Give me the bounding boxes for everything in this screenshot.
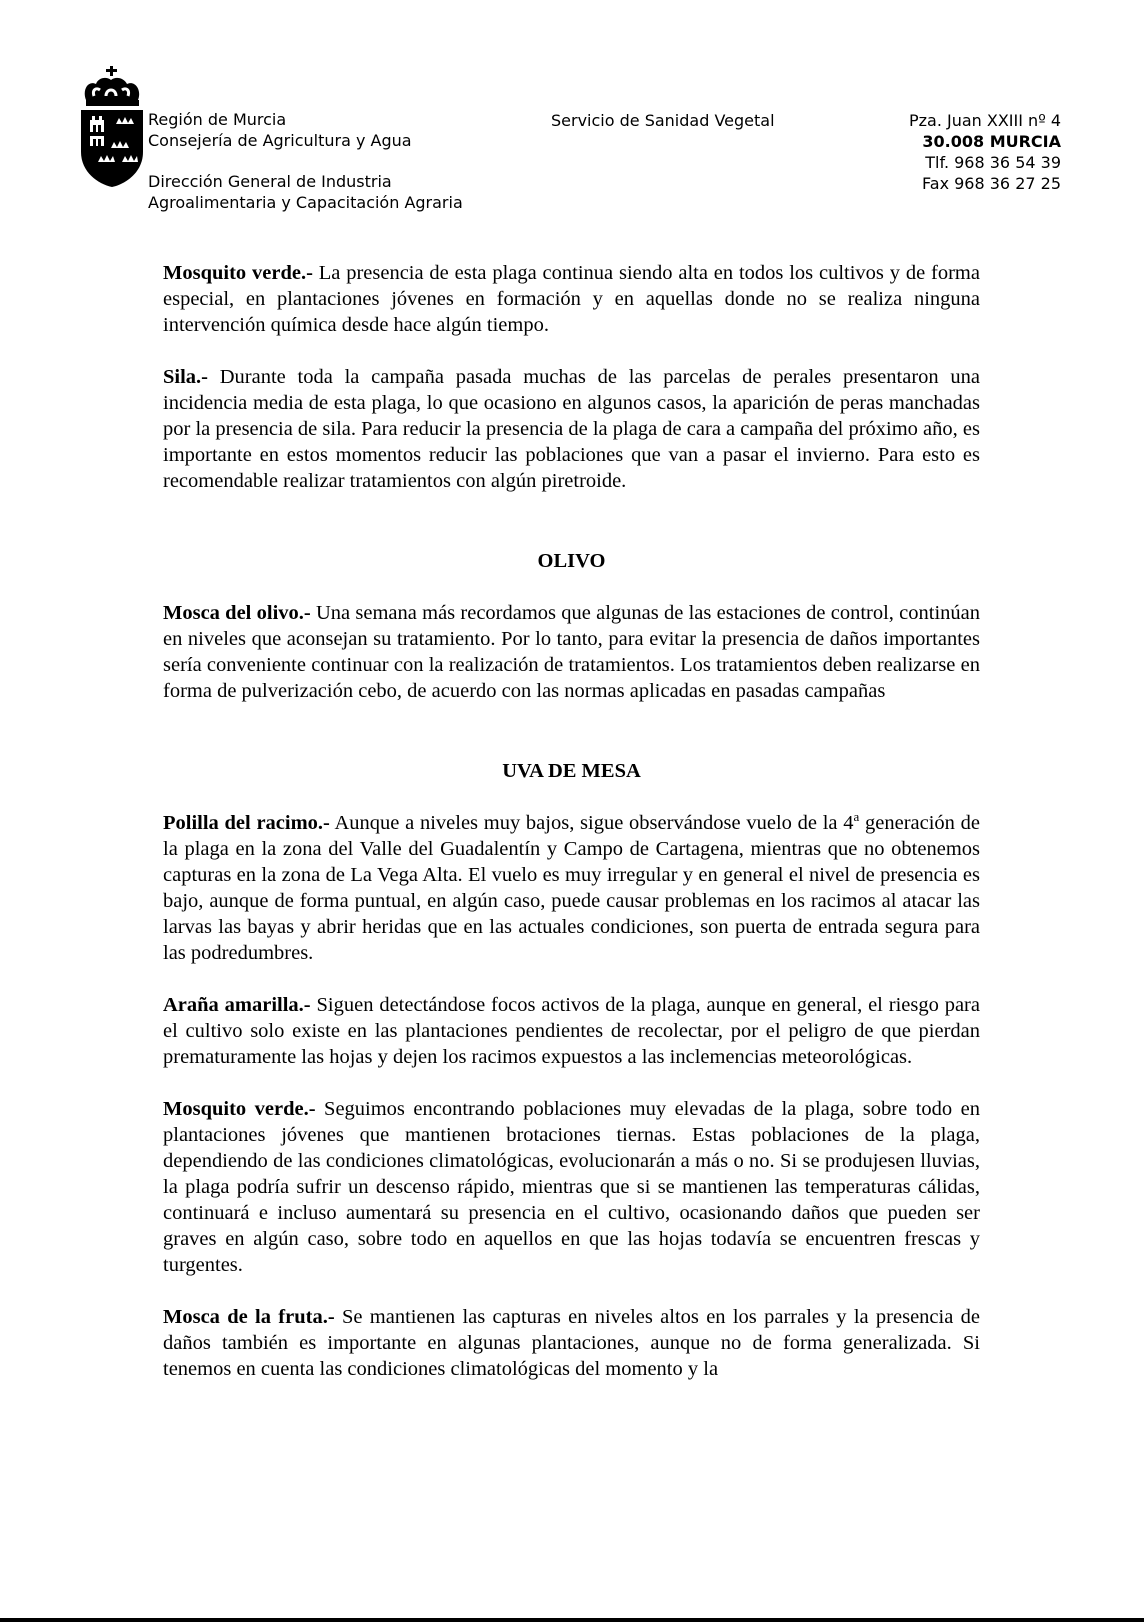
pest-title: Mosquito verde.- [163,1098,316,1120]
pest-title: Araña amarilla.- [163,994,311,1016]
paragraph-text: La presencia de esta plaga continua siendo alta en todos los cultivos y de forma especial, en plantaciones jóvenes en formación y en aquellas donde no se realiza ninguna intervención química desde hace algún tiempo. [163,262,980,336]
paragraph-text: Seguimos encontrando poblaciones muy elevadas de la plaga, sobre todo en plantaciones jóvenes que mantienen brotaciones tiernas. Estas poblaciones de la plaga, dependiendo de las condiciones climatológicas, evolucionarán a más o no. Si se produjesen lluvias, la plaga podría sufrir un descenso rápido, mientras que si se mantienen las temperaturas cálidas, continuará e incluso aumentará su presencia en el cultivo, ocasionando daños que pueden ser graves en algún caso, sobre todo en aquellos en que las hojas todavía se encuentren frescas y turgentes. [163,1098,980,1276]
paragraph-mosquito-verde [163,260,980,338]
pest-title: Mosca del olivo.- [163,602,311,624]
address-phone: Tlf. 968 36 54 39 [925,153,1061,172]
page-bottom-border [0,1618,1144,1622]
org-directorate-cont: Agroalimentaria y Capacitación Agraria [148,193,463,212]
org-ministry: Consejería de Agricultura y Agua [148,131,412,150]
section-heading-olivo: OLIVO [537,550,606,572]
pest-title: Mosca de la fruta.- [163,1306,335,1328]
address-city: 30.008 MURCIA [922,132,1061,151]
org-region: Región de Murcia [148,110,287,129]
paragraph-mosca-de-la-fruta [163,1304,980,1382]
paragraph-text: Una semana más recordamos que algunas de las estaciones de control, continúan en niveles que aconsejan su tratamiento. Por lo tanto, para evitar la presencia de daños importantes sería conveniente continuar con la realización de tratamientos. Los tratamientos deben realizarse en forma de pulverización cebo, de acuerdo con las normas aplicadas en pasadas campañas [163,602,981,702]
bulletin-body [163,260,980,1382]
paragraph-arana-amarilla [163,992,980,1070]
organization-block [148,109,463,213]
address-block [909,110,1061,194]
service-name: Servicio de Sanidad Vegetal [551,111,775,130]
pest-title: Sila.- [163,366,208,388]
paragraph-text: Se mantienen las capturas en niveles altos en los parrales y la presencia de daños también es importante en algunas plantaciones, aunque no de forma generalizada. Si tenemos en cuenta las condiciones climatológicas del momento y la [163,1306,980,1380]
section-heading-uva-de-mesa: UVA DE MESA [502,760,641,782]
paragraph-text: Durante toda la campaña pasada muchas de las parcelas de perales presentaron una incidencia media de esta plaga, lo que ocasiono en algunos casos, la aparición de peras manchadas por la presencia de sila. Para reducir la presencia de la plaga de cara a campaña del próximo año, es importante en estos momentos reducir las poblaciones que van a pasar el invierno. Para esto es recomendable realizar tratamientos con algún piretroide. [163,366,980,492]
paragraph-text: Aunque a niveles muy bajos, sigue observándose vuelo de la 4 [329,812,854,834]
coat-of-arms-logo [80,66,144,190]
paragraph-text-cont: generación de la plaga en la zona del Valle del Guadalentín y Campo de Cartagena, mientras que no obtenemos capturas en la zona de La Vega Alta. El vuelo es muy irregular y en general el nivel de presencia es bajo, aunque de forma puntual, en algún caso, puede causar problemas en los racimos al atacar las larvas las bayas y abrir heridas que en las actuales condiciones, son puerta de entrada segura para las podredumbres. [163,812,980,964]
paragraph-mosquito-verde-uva [163,1096,980,1278]
pest-title: Polilla del racimo.- [163,812,330,834]
address-fax: Fax 968 36 27 25 [922,174,1061,193]
paragraph-polilla-del-racimo [163,810,980,966]
ordinal-superscript: a [853,809,860,825]
pest-title: Mosquito verde.- [163,262,313,284]
paragraph-sila [163,364,980,494]
org-directorate: Dirección General de Industria [148,172,392,191]
paragraph-mosca-del-olivo [163,600,980,704]
paragraph-text: Siguen detectándose focos activos de la plaga, aunque en general, el riesgo para el cultivo solo existe en las plantaciones pendientes de recolectar, por el peligro de que pierdan prematuramente las hojas y dejen los racimos expuestos a las inclemencias meteorológicas. [163,994,980,1068]
address-street: Pza. Juan XXIII nº 4 [908,111,1061,130]
